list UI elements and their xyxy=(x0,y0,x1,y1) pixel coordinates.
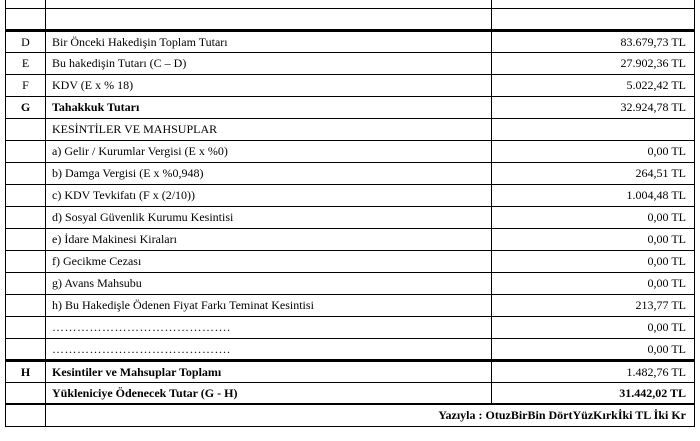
deduction-row xyxy=(6,184,695,206)
deduction-label: b) Damga Vergisi (E x %0,948) xyxy=(46,162,492,184)
row-code: G xyxy=(6,96,46,118)
row-label: Bir Önceki Hakedişin Toplam Tutarı xyxy=(46,30,492,52)
deduction-row xyxy=(6,316,695,338)
deduction-label: g) Avans Mahsubu xyxy=(46,272,492,294)
row-amount: 83.679,73 TL xyxy=(492,30,695,52)
table-row xyxy=(6,30,695,52)
deduction-row xyxy=(6,250,695,272)
payable-label: Yükleniciye Ödenecek Tutar (G - H) xyxy=(46,382,492,404)
deduction-amount: 0,00 TL xyxy=(492,228,695,250)
total-deductions-row xyxy=(6,360,695,382)
row-code: E xyxy=(6,52,46,74)
payable-row xyxy=(6,382,695,404)
payable-amount: 31.442,02 TL xyxy=(492,382,695,404)
table-row xyxy=(6,52,695,74)
deduction-amount: 0,00 TL xyxy=(492,140,695,162)
amount-in-words: Yazıyla : OtuzBirBin DörtYüzKırkİki TL İki Kr xyxy=(46,404,695,426)
total-deductions-code: H xyxy=(6,360,46,382)
deduction-label-blank: ……………………………………. xyxy=(46,338,492,360)
table-row xyxy=(6,74,695,96)
deduction-row xyxy=(6,206,695,228)
deduction-amount: 264,51 TL xyxy=(492,162,695,184)
row-amount: 27.902,36 TL xyxy=(492,52,695,74)
deduction-label: e) İdare Makinesi Kiraları xyxy=(46,228,492,250)
table-row xyxy=(6,96,695,118)
deduction-amount: 0,00 TL xyxy=(492,272,695,294)
row-label: Tahakkuk Tutarı xyxy=(46,96,492,118)
deduction-row xyxy=(6,294,695,316)
deduction-label-blank: ……………………………………. xyxy=(46,316,492,338)
deduction-label: c) KDV Tevkifatı (F x (2/10)) xyxy=(46,184,492,206)
deduction-label: h) Bu Hakedişle Ödenen Fiyat Farkı Teminat Kesintisi xyxy=(46,294,492,316)
deductions-header-row xyxy=(6,118,695,140)
deduction-amount: 0,00 TL xyxy=(492,206,695,228)
amount-in-words-row xyxy=(6,404,695,426)
deduction-label: a) Gelir / Kurumlar Vergisi (E x %0) xyxy=(46,140,492,162)
deduction-label: d) Sosyal Güvenlik Kurumu Kesintisi xyxy=(46,206,492,228)
deduction-label: f) Gecikme Cezası xyxy=(46,250,492,272)
table-top-row xyxy=(6,0,695,8)
deduction-amount: 0,00 TL xyxy=(492,338,695,360)
deduction-amount: 0,00 TL xyxy=(492,316,695,338)
deduction-row xyxy=(6,272,695,294)
deduction-row xyxy=(6,338,695,360)
row-label: KDV (E x % 18) xyxy=(46,74,492,96)
table-blank-row xyxy=(6,8,695,30)
row-code: F xyxy=(6,74,46,96)
deduction-amount: 213,77 TL xyxy=(492,294,695,316)
row-label: Bu hakedişin Tutarı (C – D) xyxy=(46,52,492,74)
deduction-row xyxy=(6,228,695,250)
row-amount: 5.022,42 TL xyxy=(492,74,695,96)
row-amount: 32.924,78 TL xyxy=(492,96,695,118)
total-deductions-amount: 1.482,76 TL xyxy=(492,360,695,382)
total-deductions-label: Kesintiler ve Mahsuplar Toplamı xyxy=(46,360,492,382)
deduction-amount: 1.004,48 TL xyxy=(492,184,695,206)
deductions-header: KESİNTİLER VE MAHSUPLAR xyxy=(46,118,492,140)
row-code: D xyxy=(6,30,46,52)
deduction-row xyxy=(6,162,695,184)
deduction-amount: 0,00 TL xyxy=(492,250,695,272)
payment-statement-table xyxy=(5,0,695,427)
deduction-row xyxy=(6,140,695,162)
